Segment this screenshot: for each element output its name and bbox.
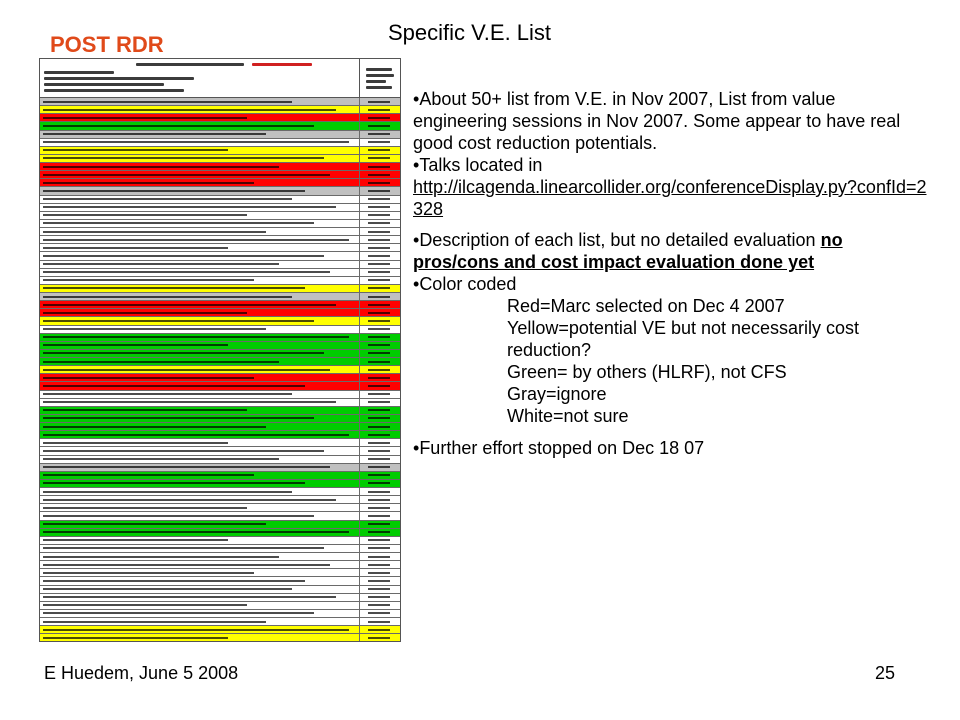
- spreadsheet-who-cell: [360, 472, 400, 479]
- spreadsheet-who-cell: [360, 326, 400, 333]
- spreadsheet-who-cell: [360, 415, 400, 422]
- legend-yellow: Yellow=potential VE but not necessarily cost reduction?: [507, 318, 860, 360]
- spreadsheet-row: [40, 196, 400, 204]
- legend-gray: Gray=ignore: [507, 384, 607, 404]
- spreadsheet-who-cell: [360, 317, 400, 324]
- spreadsheet-row: [40, 618, 400, 626]
- spreadsheet-who-cell: [360, 602, 400, 609]
- spreadsheet-who-cell: [360, 131, 400, 138]
- spreadsheet-description-cell: [40, 187, 360, 194]
- spreadsheet-description-cell: [40, 602, 360, 609]
- bullet-description: •Description of each list, but no detailed evaluation no pros/cons and cost impact evaluation done yet: [413, 230, 843, 272]
- bullet-ve-list-text: About 50+ list from V.E. in Nov 2007, List from value engineering sessions in Nov 2007. Some appear to have real good cost reduction potentials.: [413, 89, 901, 153]
- spreadsheet-description-cell: [40, 171, 360, 178]
- spreadsheet-row: [40, 512, 400, 520]
- ve-list-spreadsheet-image: [39, 58, 401, 642]
- legend-green: Green= by others (HLRF), not CFS: [507, 362, 787, 382]
- spreadsheet-who-cell: [360, 285, 400, 292]
- conference-link[interactable]: http://ilcagenda.linearcollider.org/conferenceDisplay.py?confId=2328: [413, 177, 927, 219]
- spreadsheet-row: [40, 228, 400, 236]
- spreadsheet-row: [40, 252, 400, 260]
- spreadsheet-row: [40, 236, 400, 244]
- spreadsheet-rows: [40, 98, 400, 641]
- spreadsheet-who-cell: [360, 391, 400, 398]
- spreadsheet-row: [40, 326, 400, 334]
- spreadsheet-description-cell: [40, 431, 360, 438]
- spreadsheet-who-cell: [360, 309, 400, 316]
- spreadsheet-row: [40, 569, 400, 577]
- bullet-further-effort-text: Further effort stopped on Dec 18 07: [419, 438, 705, 458]
- spreadsheet-description-cell: [40, 301, 360, 308]
- spreadsheet-who-cell: [360, 139, 400, 146]
- spreadsheet-header: [40, 59, 400, 98]
- spreadsheet-description-cell: [40, 407, 360, 414]
- spreadsheet-description-cell: [40, 147, 360, 154]
- spreadsheet-who-cell: [360, 171, 400, 178]
- spreadsheet-who-cell: [360, 382, 400, 389]
- spreadsheet-row: [40, 98, 400, 106]
- spreadsheet-who-cell: [360, 261, 400, 268]
- spreadsheet-description-cell: [40, 358, 360, 365]
- spreadsheet-description-cell: [40, 594, 360, 601]
- spreadsheet-who-cell: [360, 196, 400, 203]
- spreadsheet-description-cell: [40, 196, 360, 203]
- spreadsheet-who-cell: [360, 374, 400, 381]
- spreadsheet-row: [40, 423, 400, 431]
- spreadsheet-who-cell: [360, 163, 400, 170]
- spreadsheet-row: [40, 415, 400, 423]
- spreadsheet-description-cell: [40, 480, 360, 487]
- spreadsheet-row: [40, 212, 400, 220]
- spreadsheet-description-cell: [40, 488, 360, 495]
- spreadsheet-who-cell: [360, 269, 400, 276]
- spreadsheet-description-cell: [40, 382, 360, 389]
- spreadsheet-description-cell: [40, 634, 360, 641]
- spreadsheet-row: [40, 204, 400, 212]
- bullet-color-coded: •Color coded: [413, 274, 517, 294]
- slide-content: [413, 88, 933, 459]
- spreadsheet-description-cell: [40, 317, 360, 324]
- spreadsheet-who-cell: [360, 618, 400, 625]
- spreadsheet-who-cell: [360, 504, 400, 511]
- spreadsheet-description-cell: [40, 415, 360, 422]
- spreadsheet-description-cell: [40, 163, 360, 170]
- spreadsheet-who-cell: [360, 626, 400, 633]
- spreadsheet-who-cell: [360, 610, 400, 617]
- spreadsheet-who-cell: [360, 155, 400, 162]
- spreadsheet-description-cell: [40, 261, 360, 268]
- bullet-talks: •Talks located in http://ilcagenda.linearcollider.org/conferenceDisplay.py?confId=2328: [413, 155, 927, 219]
- spreadsheet-row: [40, 577, 400, 585]
- spreadsheet-row: [40, 464, 400, 472]
- spreadsheet-description-cell: [40, 504, 360, 511]
- spreadsheet-row: [40, 358, 400, 366]
- spreadsheet-description-cell: [40, 545, 360, 552]
- slide-title: Specific V.E. List: [388, 20, 552, 45]
- spreadsheet-who-cell: [360, 561, 400, 568]
- spreadsheet-row: [40, 496, 400, 504]
- spreadsheet-who-cell: [360, 204, 400, 211]
- spreadsheet-description-cell: [40, 561, 360, 568]
- spreadsheet-description-cell: [40, 252, 360, 259]
- spreadsheet-row: [40, 342, 400, 350]
- bullet-further-effort: •Further effort stopped on Dec 18 07: [413, 438, 705, 458]
- spreadsheet-who-cell: [360, 577, 400, 584]
- spreadsheet-who-cell: [360, 366, 400, 373]
- legend-white: White=not sure: [507, 406, 629, 426]
- spreadsheet-description-cell: [40, 626, 360, 633]
- spreadsheet-description-cell: [40, 236, 360, 243]
- spreadsheet-description-cell: [40, 98, 360, 105]
- spreadsheet-row: [40, 545, 400, 553]
- spreadsheet-row: [40, 561, 400, 569]
- spreadsheet-who-cell: [360, 342, 400, 349]
- spreadsheet-description-cell: [40, 391, 360, 398]
- spreadsheet-who-cell: [360, 350, 400, 357]
- spreadsheet-description-cell: [40, 204, 360, 211]
- spreadsheet-row: [40, 131, 400, 139]
- post-rdr-label: POST RDR: [50, 32, 164, 57]
- spreadsheet-description-cell: [40, 212, 360, 219]
- spreadsheet-who-cell: [360, 236, 400, 243]
- spreadsheet-who-cell: [360, 512, 400, 519]
- spreadsheet-who-cell: [360, 545, 400, 552]
- spreadsheet-who-cell: [360, 114, 400, 121]
- bullet-talks-text: Talks located in: [419, 155, 543, 175]
- spreadsheet-who-cell: [360, 187, 400, 194]
- spreadsheet-row: [40, 155, 400, 163]
- spreadsheet-description-cell: [40, 423, 360, 430]
- spreadsheet-who-cell: [360, 431, 400, 438]
- spreadsheet-description-cell: [40, 334, 360, 341]
- spreadsheet-description-cell: [40, 269, 360, 276]
- spreadsheet-description-cell: [40, 512, 360, 519]
- spreadsheet-who-cell: [360, 147, 400, 154]
- bullet-ve-list: •About 50+ list from V.E. in Nov 2007, List from value engineering sessions in Nov 2007. Some appear to have real good cost reduction potentials.: [413, 89, 901, 153]
- spreadsheet-description-cell: [40, 293, 360, 300]
- spreadsheet-row: [40, 634, 400, 641]
- spreadsheet-row: [40, 293, 400, 301]
- spreadsheet-who-cell: [360, 358, 400, 365]
- spreadsheet-row: [40, 277, 400, 285]
- spreadsheet-who-cell: [360, 529, 400, 536]
- spreadsheet-description-cell: [40, 610, 360, 617]
- spreadsheet-row: [40, 269, 400, 277]
- spreadsheet-description-cell: [40, 569, 360, 576]
- spreadsheet-row: [40, 350, 400, 358]
- spreadsheet-row: [40, 488, 400, 496]
- spreadsheet-description-cell: [40, 179, 360, 186]
- spreadsheet-row: [40, 480, 400, 488]
- spreadsheet-who-cell: [360, 334, 400, 341]
- spreadsheet-who-cell: [360, 301, 400, 308]
- spreadsheet-who-cell: [360, 634, 400, 641]
- spreadsheet-who-cell: [360, 586, 400, 593]
- spreadsheet-row: [40, 301, 400, 309]
- spreadsheet-who-cell: [360, 569, 400, 576]
- spreadsheet-row: [40, 139, 400, 147]
- spreadsheet-row: [40, 334, 400, 342]
- spreadsheet-description-cell: [40, 529, 360, 536]
- spreadsheet-who-cell: [360, 423, 400, 430]
- spreadsheet-who-cell: [360, 521, 400, 528]
- spreadsheet-row: [40, 553, 400, 561]
- legend-red: Red=Marc selected on Dec 4 2007: [507, 296, 785, 316]
- spreadsheet-who-cell: [360, 228, 400, 235]
- spreadsheet-description-cell: [40, 285, 360, 292]
- spreadsheet-who-cell: [360, 447, 400, 454]
- spreadsheet-who-cell: [360, 464, 400, 471]
- spreadsheet-who-cell: [360, 122, 400, 129]
- spreadsheet-row: [40, 220, 400, 228]
- page-number: 25: [875, 663, 896, 683]
- spreadsheet-who-cell: [360, 212, 400, 219]
- bullet-description-emphasis: no pros/cons and cost impact evaluation done yet: [413, 230, 843, 272]
- spreadsheet-who-cell: [360, 220, 400, 227]
- spreadsheet-row: [40, 147, 400, 155]
- spreadsheet-row: [40, 187, 400, 195]
- spreadsheet-description-cell: [40, 309, 360, 316]
- spreadsheet-who-cell: [360, 293, 400, 300]
- bullet-description-text: Description of each list, but no detailed evaluation: [419, 230, 816, 250]
- spreadsheet-row: [40, 626, 400, 634]
- spreadsheet-who-cell: [360, 456, 400, 463]
- spreadsheet-row: [40, 317, 400, 325]
- spreadsheet-row: [40, 586, 400, 594]
- spreadsheet-description-cell: [40, 464, 360, 471]
- spreadsheet-description-cell: [40, 342, 360, 349]
- spreadsheet-description-cell: [40, 228, 360, 235]
- spreadsheet-row: [40, 529, 400, 537]
- spreadsheet-row: [40, 122, 400, 130]
- spreadsheet-row: [40, 391, 400, 399]
- spreadsheet-header-description: [40, 59, 360, 97]
- spreadsheet-description-cell: [40, 139, 360, 146]
- spreadsheet-row: [40, 179, 400, 187]
- spreadsheet-description-cell: [40, 106, 360, 113]
- spreadsheet-description-cell: [40, 447, 360, 454]
- spreadsheet-who-cell: [360, 399, 400, 406]
- spreadsheet-who-cell: [360, 553, 400, 560]
- bullet-color-coded-text: Color coded: [419, 274, 517, 294]
- spreadsheet-who-cell: [360, 488, 400, 495]
- spreadsheet-description-cell: [40, 277, 360, 284]
- spreadsheet-row: [40, 537, 400, 545]
- spreadsheet-description-cell: [40, 220, 360, 227]
- spreadsheet-description-cell: [40, 439, 360, 446]
- spreadsheet-who-cell: [360, 496, 400, 503]
- spreadsheet-who-cell: [360, 179, 400, 186]
- spreadsheet-who-cell: [360, 244, 400, 251]
- spreadsheet-description-cell: [40, 350, 360, 357]
- spreadsheet-row: [40, 521, 400, 529]
- spreadsheet-description-cell: [40, 586, 360, 593]
- spreadsheet-row: [40, 309, 400, 317]
- spreadsheet-row: [40, 285, 400, 293]
- spreadsheet-who-cell: [360, 106, 400, 113]
- spreadsheet-row: [40, 399, 400, 407]
- spreadsheet-row: [40, 114, 400, 122]
- spreadsheet-who-cell: [360, 277, 400, 284]
- spreadsheet-row: [40, 382, 400, 390]
- spreadsheet-description-cell: [40, 577, 360, 584]
- spreadsheet-who-cell: [360, 252, 400, 259]
- spreadsheet-description-cell: [40, 131, 360, 138]
- spreadsheet-row: [40, 439, 400, 447]
- spreadsheet-description-cell: [40, 114, 360, 121]
- spreadsheet-description-cell: [40, 472, 360, 479]
- spreadsheet-row: [40, 374, 400, 382]
- spreadsheet-description-cell: [40, 521, 360, 528]
- spreadsheet-row: [40, 431, 400, 439]
- spreadsheet-row: [40, 504, 400, 512]
- spreadsheet-who-cell: [360, 407, 400, 414]
- spreadsheet-row: [40, 366, 400, 374]
- spreadsheet-row: [40, 602, 400, 610]
- spreadsheet-header-who: [360, 59, 400, 97]
- spreadsheet-description-cell: [40, 326, 360, 333]
- spreadsheet-row: [40, 171, 400, 179]
- spreadsheet-row: [40, 106, 400, 114]
- spreadsheet-row: [40, 261, 400, 269]
- spreadsheet-description-cell: [40, 618, 360, 625]
- spreadsheet-row: [40, 244, 400, 252]
- spreadsheet-row: [40, 447, 400, 455]
- spreadsheet-description-cell: [40, 456, 360, 463]
- spreadsheet-description-cell: [40, 496, 360, 503]
- spreadsheet-description-cell: [40, 374, 360, 381]
- spreadsheet-row: [40, 163, 400, 171]
- spreadsheet-who-cell: [360, 439, 400, 446]
- spreadsheet-description-cell: [40, 399, 360, 406]
- spreadsheet-row: [40, 594, 400, 602]
- spreadsheet-description-cell: [40, 122, 360, 129]
- spreadsheet-row: [40, 456, 400, 464]
- spreadsheet-description-cell: [40, 244, 360, 251]
- spreadsheet-who-cell: [360, 537, 400, 544]
- spreadsheet-description-cell: [40, 366, 360, 373]
- spreadsheet-row: [40, 407, 400, 415]
- spreadsheet-who-cell: [360, 480, 400, 487]
- spreadsheet-row: [40, 472, 400, 480]
- spreadsheet-description-cell: [40, 155, 360, 162]
- spreadsheet-row: [40, 610, 400, 618]
- spreadsheet-description-cell: [40, 553, 360, 560]
- spreadsheet-who-cell: [360, 98, 400, 105]
- footer-author-date: E Huedem, June 5 2008: [44, 663, 239, 683]
- spreadsheet-who-cell: [360, 594, 400, 601]
- spreadsheet-description-cell: [40, 537, 360, 544]
